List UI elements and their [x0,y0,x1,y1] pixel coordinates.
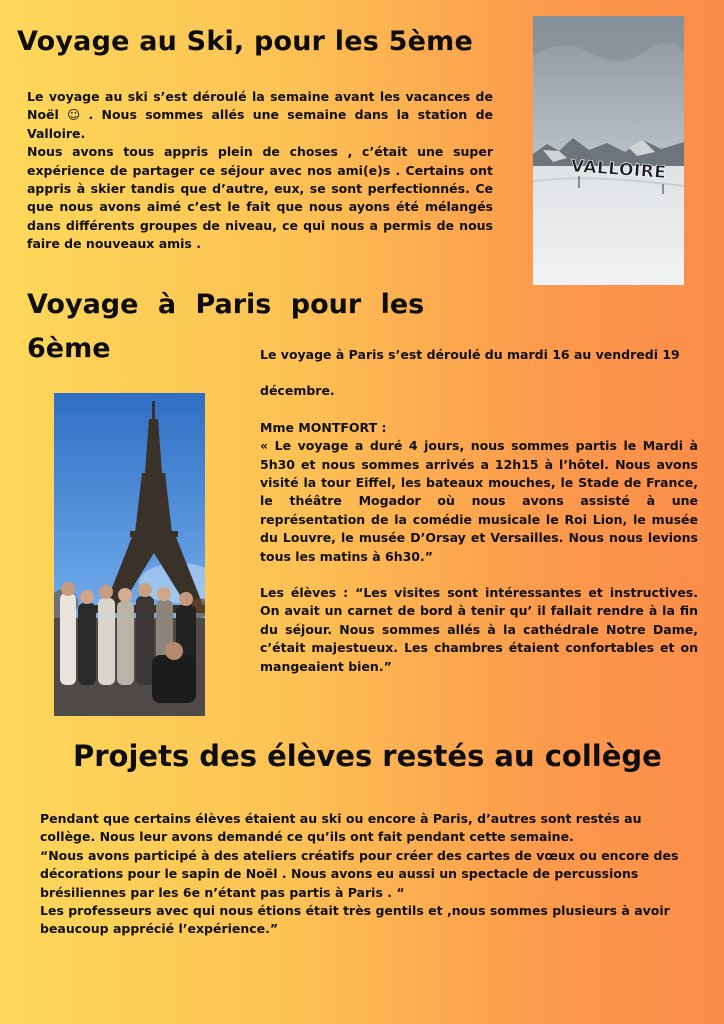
teacher-quote: « Le voyage a duré 4 jours, nous sommes partis le Mardi à 5h30 et nous sommes arrivés a 12h15 à l’hôtel. Nous avons visité la tour Eiffel, les bateaux mouches, le Stade de France, le théâtre Mogador où nous avons assisté à une représentation de la comédie musicale le Roi Lion, le musée du Louvre, le musée D’Orsay et Versailles. Nous nous levions tous les matins à 6h30.” [260,438,698,564]
paris-section-title: Voyage à Paris pour les 6ème [27,289,425,364]
valloire-sign-text: VALLOIRE [570,156,668,184]
teacher-label: Mme MONTFORT : [260,419,387,435]
projets-line-1: Pendant que certains élèves étaient au ski ou encore à Paris, d’autres sont restés au collège. Nous leur avons demandé ce qu’ils ont fait pendant cette semaine. [40,811,642,845]
ski-paragraph-1: Le voyage au ski s’est déroulé la semaine avant les vacances de Noël ☺ . Nous sommes allés une semaine dans la station de Valloire. [27,89,493,141]
projets-line-3: Les professeurs avec qui nous étions était très gentils et ,nous sommes plusieurs à avoir beaucoup apprécié l’expérience.” [40,903,670,937]
ski-section-title: Voyage au Ski, pour les 5ème [17,26,473,57]
projets-section-title: Projets des élèves restés au collège [73,739,662,773]
eiffel-tower-photo [54,393,205,716]
paris-section-text [260,346,698,676]
paris-intro: Le voyage à Paris s’est déroulé du mardi 16 au vendredi 19 [260,347,680,362]
students-quote: Les élèves : “Les visites sont intéressantes et instructives. On avait un carnet de bord à tenir qu’ il fallait rendre à la fin du séjour. Nous sommes allés à la cathédrale Notre Dame, c’était majestueux. Les chambres étaient confortables et on mangeaient bien.” [260,585,698,674]
ski-section-text [27,88,493,254]
paris-intro-end: décembre. [260,383,335,399]
eiffel-group-scene [54,393,205,716]
projets-line-2: “Nous avons participé à des ateliers créatifs pour créer des cartes de vœux ou encore des décorations pour le sapin de Noël . Nous avons eu aussi un spectacle de percussions brésiliennes par les 6e n’étant pas partis à Paris . “ [40,847,679,900]
valloire-snow-scene [533,16,684,285]
ski-paragraph-2: Nous avons tous appris plein de choses , c’était une super expérience de partager ce séjour avec nos ami(e)s . Certains ont appris à skier tandis que d’autre, eux, se sont perfectionnés. Ce que nous avons aimé c’est le fait que nous ayons été mélangés dans différents groupes de niveau, ce qui nous a permis de nous faire de nouveaux amis . [27,144,493,252]
projets-section-text [40,810,688,939]
valloire-photo [533,16,684,285]
